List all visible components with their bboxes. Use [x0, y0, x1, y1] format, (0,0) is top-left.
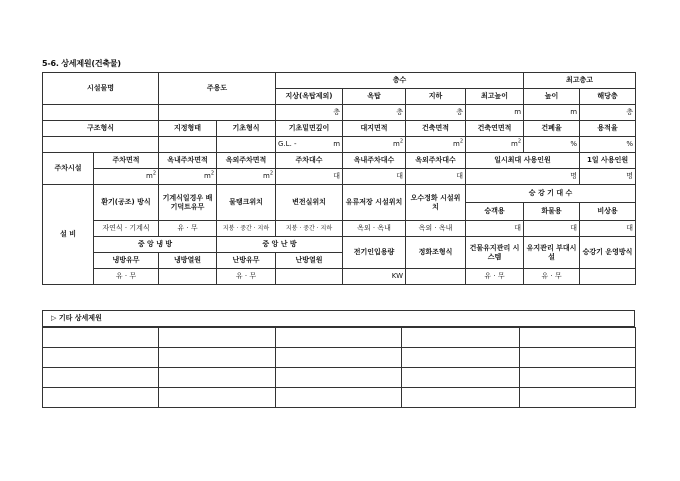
other-cell[interactable]: [276, 388, 402, 408]
out-park-area-cell[interactable]: $m^2$: [217, 169, 276, 185]
other-cell[interactable]: [276, 368, 402, 388]
section-title: 5-6. 상세제원(건축물): [42, 59, 121, 68]
in-park-area-cell[interactable]: $m^2$: [159, 169, 217, 185]
basement-floors-cell[interactable]: 층: [406, 105, 466, 121]
facility-maint-cell[interactable]: 유 · 무: [524, 269, 580, 285]
other-cell[interactable]: [159, 368, 276, 388]
design-cell[interactable]: [159, 137, 217, 153]
facility-name-cell[interactable]: [43, 105, 159, 121]
building-area-header: 건축면적: [406, 121, 466, 137]
park-area-header: 주차면적: [94, 153, 159, 169]
site-area-cell[interactable]: $m^2$: [343, 137, 406, 153]
other-cell[interactable]: [402, 388, 520, 408]
gl-label: G.L. -: [278, 140, 297, 148]
bcr-header: 건폐율: [524, 121, 580, 137]
temp-max-header: 일시최대 사용인원: [466, 153, 580, 169]
temp-max-cell[interactable]: 명: [466, 169, 580, 185]
other-cell[interactable]: [520, 388, 636, 408]
mech-duct-header: 기계식일경우 배기덕트유무: [159, 185, 217, 221]
floor-of-cell[interactable]: 층: [580, 105, 636, 121]
sewage-cell[interactable]: 옥외 · 옥내: [406, 221, 466, 237]
in-park-count-cell[interactable]: 대: [343, 169, 406, 185]
other-row: [43, 388, 636, 408]
equipment-header: 설 비: [43, 185, 94, 285]
heat-yn-cell[interactable]: 유 · 무: [217, 269, 276, 285]
rooftop-floors-cell[interactable]: 층: [343, 105, 406, 121]
other-cell[interactable]: [43, 328, 159, 348]
other-cell[interactable]: [43, 368, 159, 388]
building-area-cell[interactable]: $m^2$: [406, 137, 466, 153]
water-tank-header: 물탱크위치: [217, 185, 276, 221]
out-park-count-header: 옥외주차대수: [406, 153, 466, 169]
m-unit: m: [333, 140, 341, 148]
foundation-depth-header: 기초밑면깊이: [276, 121, 343, 137]
freight-cell[interactable]: 대: [524, 221, 580, 237]
passenger-cell[interactable]: 대: [466, 221, 524, 237]
facility-name-header: 시설물명: [43, 73, 159, 105]
out-park-area-header: 옥외주차면적: [217, 153, 276, 169]
other-cell[interactable]: [402, 348, 520, 368]
emergency-cell[interactable]: 대: [580, 221, 636, 237]
mech-duct-cell[interactable]: 유 · 무: [159, 221, 217, 237]
bcr-cell[interactable]: %: [524, 137, 580, 153]
other-cell[interactable]: [159, 388, 276, 408]
other-cell[interactable]: [520, 368, 636, 388]
site-area-header: 대지면적: [343, 121, 406, 137]
elev-op-cell[interactable]: [580, 269, 636, 285]
purifier-cell[interactable]: [406, 269, 466, 285]
oil-tank-header: 유류저장 시설위치: [343, 185, 406, 221]
cool-source-cell[interactable]: [159, 269, 217, 285]
other-specs-table: [42, 327, 636, 408]
park-area-cell[interactable]: $m^2$: [94, 169, 159, 185]
other-cell[interactable]: [520, 348, 636, 368]
sewage-header: 오수정화 시설위치: [406, 185, 466, 221]
heat-yn-header: 난방유무: [217, 253, 276, 269]
other-cell[interactable]: [402, 368, 520, 388]
floor-of-header: 해당층: [580, 89, 636, 105]
rooftop-header: 옥탑: [343, 89, 406, 105]
power-header: 전기인입용량: [343, 237, 406, 269]
max-height-cell[interactable]: m: [466, 105, 524, 121]
facility-maint-header: 유지관리 부대시설: [524, 237, 580, 269]
daily-users-header: 1일 사용인원: [580, 153, 636, 169]
heat-source-header: 난방열원: [276, 253, 343, 269]
heat-source-cell[interactable]: [276, 269, 343, 285]
vent-header: 환기(공조) 방식: [94, 185, 159, 221]
in-park-count-header: 옥내주차대수: [343, 153, 406, 169]
vent-cell[interactable]: 자연식 · 기계식: [94, 221, 159, 237]
other-specs-header: ▷ 기타 상세제원: [42, 310, 635, 327]
central-heat-header: 중 앙 난 방: [217, 237, 343, 253]
park-count-header: 주차대수: [276, 153, 343, 169]
max-height-sub-header: 최고높이: [466, 89, 524, 105]
elev-op-header: 승강기 운영방식: [580, 237, 636, 269]
other-cell[interactable]: [159, 328, 276, 348]
other-cell[interactable]: [159, 348, 276, 368]
foundation-depth-cell[interactable]: [276, 137, 343, 153]
bms-cell[interactable]: 유 · 무: [466, 269, 524, 285]
above-ground-header: 지상(옥탑제외): [276, 89, 343, 105]
spec-table: [42, 72, 636, 285]
structure-header: 구조형식: [43, 121, 159, 137]
height-header: 높이: [524, 89, 580, 105]
cool-source-header: 냉방열원: [159, 253, 217, 269]
far-header: 용적율: [580, 121, 636, 137]
other-row: [43, 348, 636, 368]
central-cool-header: 중 앙 냉 방: [94, 237, 217, 253]
height-cell[interactable]: m: [524, 105, 580, 121]
elevator-header: 승 강 기 대 수: [466, 185, 636, 203]
park-count-cell[interactable]: 대: [276, 169, 343, 185]
basement-header: 지하: [406, 89, 466, 105]
power-cell[interactable]: KW: [343, 269, 406, 285]
cool-yn-header: 냉방유무: [94, 253, 159, 269]
main-use-header: 주용도: [159, 73, 276, 105]
bms-header: 건물유지관리 시스템: [466, 237, 524, 269]
parking-header: 주차시설: [43, 153, 94, 185]
max-height-header: 최고층고: [524, 73, 636, 89]
passenger-header: 승객용: [466, 203, 524, 221]
above-floors-cell[interactable]: 층: [276, 105, 343, 121]
substation-cell[interactable]: 지붕 · 중간 · 지하: [276, 221, 343, 237]
far-cell[interactable]: %: [580, 137, 636, 153]
emergency-header: 비상용: [580, 203, 636, 221]
other-cell[interactable]: [520, 328, 636, 348]
main-use-cell[interactable]: [159, 105, 276, 121]
design-header: 지정형태: [159, 121, 217, 137]
in-park-area-header: 옥내주차면적: [159, 153, 217, 169]
total-area-cell[interactable]: $m^2$: [466, 137, 524, 153]
other-row: [43, 368, 636, 388]
other-cell[interactable]: [276, 328, 402, 348]
purifier-header: 정화조형식: [406, 237, 466, 269]
foundation-cell[interactable]: [217, 137, 276, 153]
freight-header: 화물용: [524, 203, 580, 221]
total-area-header: 건축연면적: [466, 121, 524, 137]
foundation-header: 기초형식: [217, 121, 276, 137]
water-tank-cell[interactable]: 지붕 · 중간 · 지하: [217, 221, 276, 237]
floors-header: 층수: [276, 73, 524, 89]
daily-users-cell[interactable]: 명: [580, 169, 636, 185]
other-cell[interactable]: [43, 348, 159, 368]
other-cell[interactable]: [402, 328, 520, 348]
other-cell[interactable]: [43, 388, 159, 408]
other-row: [43, 328, 636, 348]
out-park-count-cell[interactable]: 대: [406, 169, 466, 185]
structure-cell[interactable]: [43, 137, 159, 153]
oil-tank-cell[interactable]: 옥외 · 옥내: [343, 221, 406, 237]
substation-header: 변전실위치: [276, 185, 343, 221]
other-cell[interactable]: [276, 348, 402, 368]
cool-yn-cell[interactable]: 유 · 무: [94, 269, 159, 285]
